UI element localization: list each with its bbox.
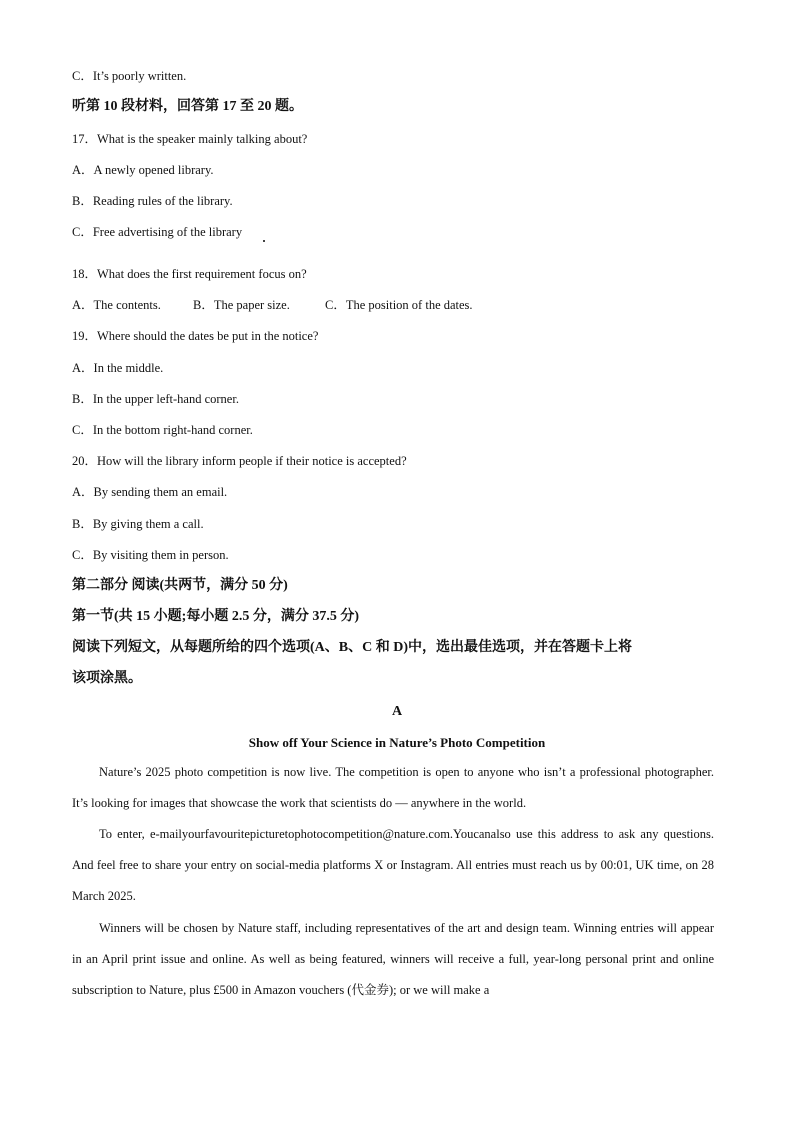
- q18-stem: 18．What does the first requirement focus on?: [72, 267, 307, 281]
- section1-heading: 第一节(共 15 小题;每小题 2.5 分，满分 37.5 分): [72, 609, 359, 624]
- q19-option-b: B．In the upper left-hand corner.: [72, 392, 239, 406]
- passage-letter: A: [391, 704, 403, 719]
- q17-option-a: A．A newly opened library.: [72, 163, 214, 177]
- passage-paragraph-1: Nature’s 2025 photo competition is now live. The competition is open to anyone who isn’t a professional photographer. It’s looking for images that showcase the work that scientists do — anywhere in the world.: [72, 765, 714, 810]
- q19-option-c: C．In the bottom right-hand corner.: [72, 423, 253, 437]
- q20-option-c: C．By visiting them in person.: [72, 548, 229, 562]
- q16-option-c: C．It’s poorly written.: [72, 69, 187, 83]
- q17-option-b: B．Reading rules of the library.: [72, 194, 233, 208]
- stray-dot-mark: [263, 240, 265, 242]
- q19-stem: 19．Where should the dates be put in the notice?: [72, 329, 319, 343]
- passage-title: Show off Your Science in Nature’s Photo Competition: [248, 735, 546, 750]
- q18-option-a: A．The contents.: [72, 298, 161, 312]
- q17-stem: 17．What is the speaker mainly talking about?: [72, 132, 308, 146]
- passage-paragraph-3: Winners will be chosen by Nature staff, including representatives of the art and design team. Winning entries will appear in an April print issue and online. As well as being featured, winners will receive a full, year-long personal print and online subscription to Nature, plus £500 in Amazon vouchers (代金券); or we will make a: [72, 921, 714, 997]
- q20-option-a: A．By sending them an email.: [72, 485, 228, 499]
- reading-instruction-line2: 该项涂黑。: [72, 671, 142, 686]
- q20-stem: 20．How will the library inform people if their notice is accepted?: [72, 454, 407, 468]
- q17-option-c: C．Free advertising of the library: [72, 225, 243, 239]
- q18-options: [72, 297, 473, 313]
- q18-option-c: C．The position of the dates.: [325, 298, 473, 312]
- passage-paragraph-2: To enter, e-mailyourfavouritepicturetophotocompetition@nature.com.Youcanalso use this address to ask any questions. And feel free to share your entry on social-media platforms X or Instagram. All entries must reach us by 00:01, UK time, on 28 March 2025.: [72, 827, 714, 903]
- q19-option-a: A．In the middle.: [72, 361, 164, 375]
- q18-option-b: B．The paper size.: [193, 298, 290, 312]
- part2-heading: 第二部分 阅读(共两节，满分 50 分): [72, 578, 288, 593]
- reading-instruction-line1: 阅读下列短文，从每题所给的四个选项(A、B、C 和 D)中，选出最佳选项，并在答题卡上将: [72, 640, 632, 655]
- q20-option-b: B．By giving them a call.: [72, 517, 204, 531]
- section-10-heading: 听第 10 段材料，回答第 17 至 20 题。: [72, 99, 303, 114]
